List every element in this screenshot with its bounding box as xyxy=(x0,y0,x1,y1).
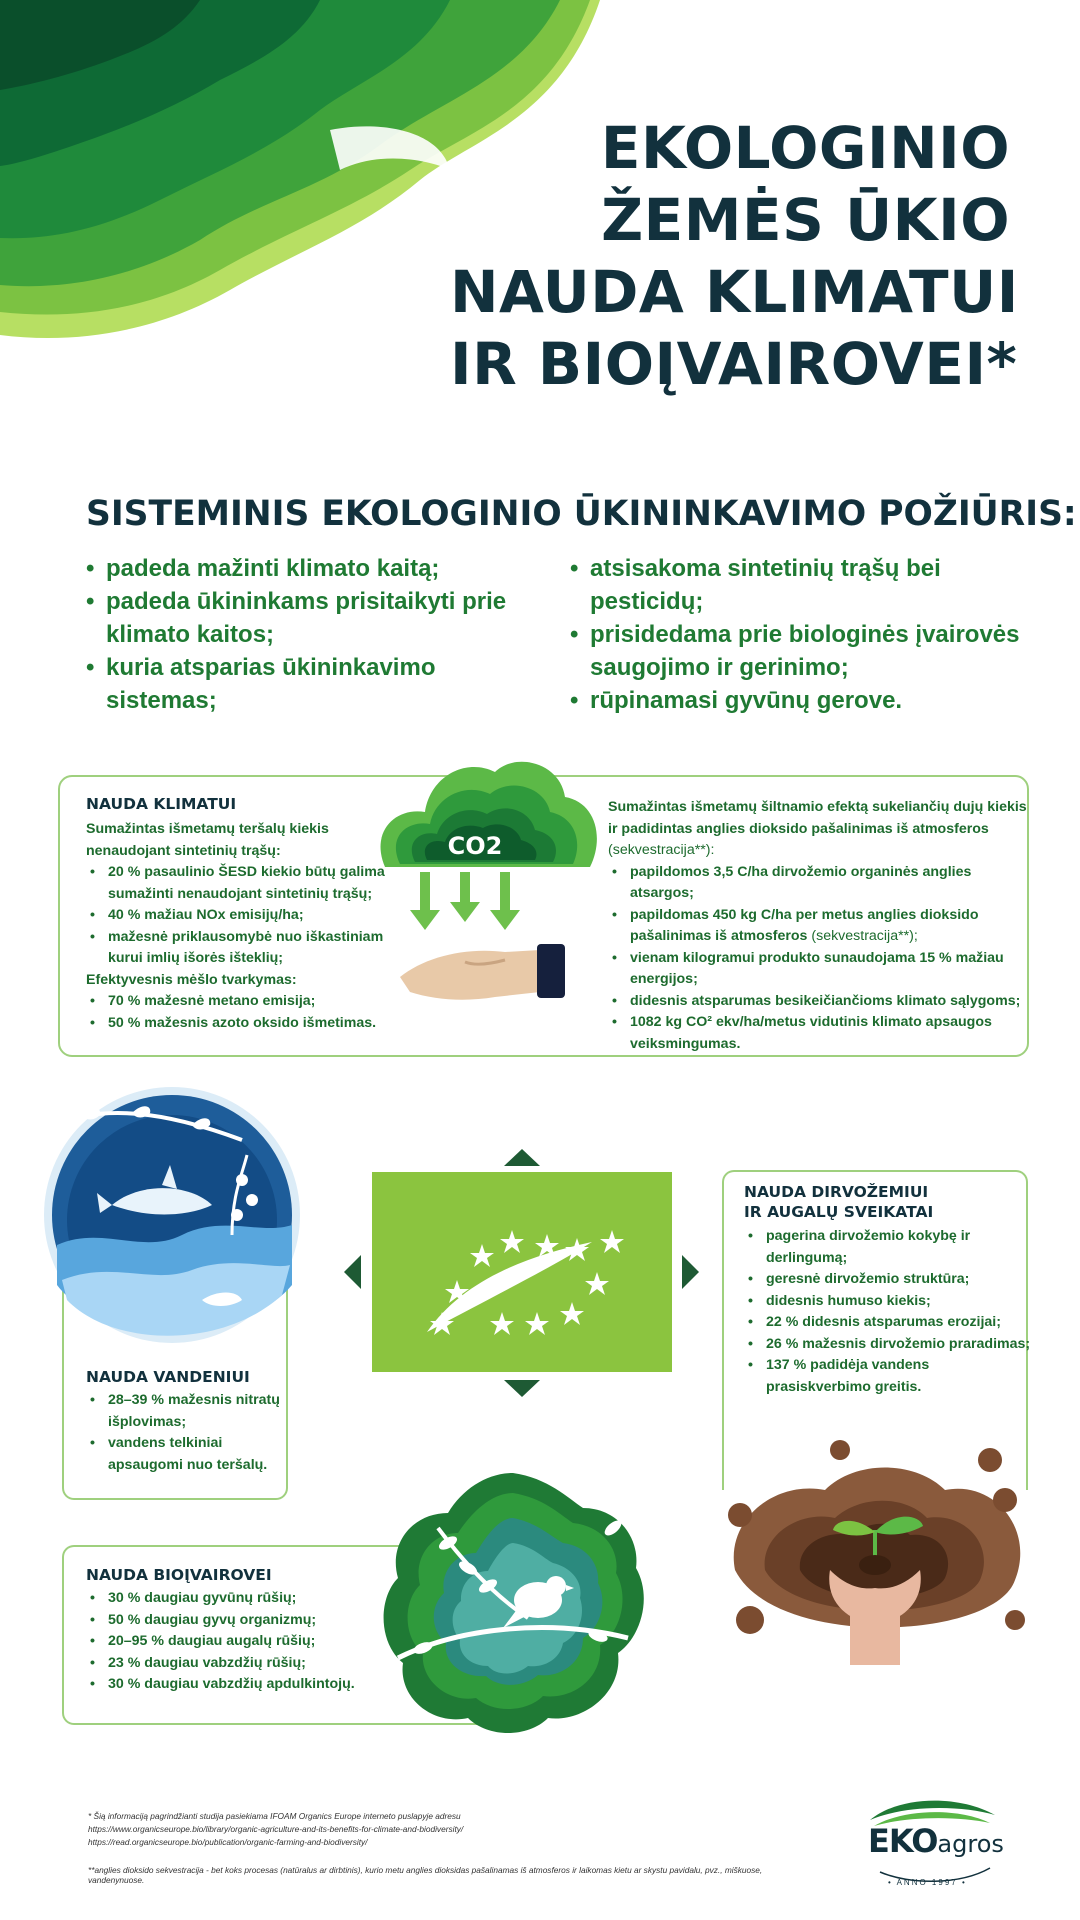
sequestration-note: (sekvestracija**): xyxy=(608,842,715,858)
footnote-link[interactable]: https://www.organicseurope.bio/library/organic-agriculture-and-its-benefits-for-climate-and-biodiversity/ xyxy=(88,1824,464,1834)
climate-title: NAUDA KLIMATUI xyxy=(86,795,237,813)
list-item: • 137 % padidėja vandens prasiskverbimo greitis. xyxy=(744,1355,1034,1398)
eu-organic-leaf-logo xyxy=(372,1172,672,1372)
footnote-sources xyxy=(88,1810,808,1849)
bird-tree-art xyxy=(378,1468,648,1738)
list-item: • pagerina dirvožemio kokybę ir derlingumą; xyxy=(744,1226,1034,1269)
water-title: NAUDA VANDENIUI xyxy=(86,1368,250,1386)
water-text xyxy=(86,1368,286,1476)
list-item: • 70 % mažesnė metano emisija; xyxy=(86,991,386,1013)
approach-list-left xyxy=(86,552,526,717)
list-item: • 22 % didesnis atsparumas erozijai; xyxy=(744,1312,1034,1334)
list-item: • 23 % daugiau vabzdžių rūšių; xyxy=(86,1653,386,1675)
soil-title-line-1: NAUDA DIRVOŽEMIUI xyxy=(744,1183,929,1201)
climate-left-column xyxy=(86,795,386,1034)
ocean-circle-art xyxy=(42,1085,302,1345)
logo-name xyxy=(868,1822,1004,1860)
footnote-sequestration: **anglies dioksido sekvestracija - bet koks procesas (natūralus ar dirbtinis), kurio metu anglies dioksidas pašalinamas iš atmosferos ir laikomas kietu ar skystu pavidalu, pvz., miškuose, vandenynuose. xyxy=(88,1865,763,1885)
title-line-4: IR BIOĮVAIROVEI* xyxy=(450,330,1018,398)
list-item: • prisidedama prie biologinės įvairovės saugojimo ir gerinimo; xyxy=(570,618,1040,684)
list-item: • 40 % mažiau NOx emisijų/ha; xyxy=(86,905,386,927)
co2-cloud-icon xyxy=(365,752,605,1012)
climate-right-column xyxy=(608,797,1028,1055)
logo-name-agros: agros xyxy=(937,1830,1004,1858)
title-line-1: EKOLOGINIO xyxy=(600,114,1010,182)
title-line-3: NAUDA KLIMATUI xyxy=(450,258,1019,326)
logo-name-eko: EKO xyxy=(868,1822,938,1860)
logo-anno: • ANNO 1997 • xyxy=(888,1878,967,1887)
soil-list xyxy=(744,1226,1034,1398)
climate-right-intro-text: Sumažintas išmetamų šiltnamio efektą sukeliančių dujų kiekis ir padidintas anglies dioksido pašalinimas iš atmosferos xyxy=(608,799,1027,837)
list-item-text: papildomas 450 kg C/ha per metus anglies dioksido pašalinimas iš atmosferos xyxy=(630,906,979,944)
list-item: • kuria atsparias ūkininkavimo sistemas; xyxy=(86,651,526,717)
sequestration-note: (sekvestracija**); xyxy=(811,928,918,944)
footnote-link[interactable]: https://read.organicseurope.bio/publication/organic-farming-and-biodiversity/ xyxy=(88,1837,368,1847)
list-item: • vandens telkiniai apsaugomi nuo teršalų. xyxy=(86,1433,286,1476)
list-item: • didesnis atsparumas besikeičiančioms klimato sąlygoms; xyxy=(608,991,1028,1013)
list-item: • 1082 kg CO² ekv/ha/metus vidutinis klimato apsaugos veiksmingumas. xyxy=(608,1012,1028,1055)
list-item: • 20 % pasaulinio ŠESD kiekio būtų galima sumažinti nenaudojant sintetinių trąšų; xyxy=(86,862,386,905)
footnote-line: * Šią informaciją pagrindžianti studija pasiekiama IFOAM Organics Europe interneto puslapyje adresu xyxy=(88,1811,461,1821)
list-item: • 20–95 % daugiau augalų rūšių; xyxy=(86,1631,386,1653)
list-item: • 26 % mažesnis dirvožemio praradimas; xyxy=(744,1334,1034,1356)
soil-text xyxy=(744,1182,1034,1398)
list-item: • 30 % daugiau gyvūnų rūšių; xyxy=(86,1588,386,1610)
climate-right-intro xyxy=(608,797,1028,862)
arrow-left-icon xyxy=(344,1255,361,1289)
list-item: • padeda mažinti klimato kaitą; xyxy=(86,552,526,585)
page-title xyxy=(450,112,1019,400)
approach-list-right xyxy=(570,552,1040,717)
climate-manure: Efektyvesnis mėšlo tvarkymas: xyxy=(86,971,297,988)
list-item: • 50 % daugiau gyvų organizmų; xyxy=(86,1610,386,1632)
list-item: • didesnis humuso kiekis; xyxy=(744,1291,1034,1313)
list-item: • papildomos 3,5 C/ha dirvožemio organinės anglies atsargos; xyxy=(608,862,1028,905)
list-item: • geresnė dirvožemio struktūra; xyxy=(744,1269,1034,1291)
co2-label: CO2 xyxy=(447,832,503,860)
list-item: • vienam kilogramui produkto sunaudojama 15 % mažiau energijos; xyxy=(608,948,1028,991)
list-item: • 50 % mažesnis azoto oksido išmetimas. xyxy=(86,1013,386,1035)
water-list xyxy=(86,1390,286,1476)
list-item: • 28–39 % mažesnis nitratų išplovimas; xyxy=(86,1390,286,1433)
approach-heading: SISTEMINIS EKOLOGINIO ŪKININKAVIMO POŽIŪRIS: xyxy=(86,494,1077,534)
arrow-right-icon xyxy=(682,1255,699,1289)
list-item: • mažesnė priklausomybė nuo iškastiniam kurui imlių išorės išteklių; xyxy=(86,927,386,970)
soil-sprout-art xyxy=(715,1420,1035,1665)
climate-right-list xyxy=(608,862,1028,1056)
soil-title-line-2: IR AUGALŲ SVEIKATAI xyxy=(744,1203,934,1221)
climate-list-2 xyxy=(86,991,386,1034)
list-item: • padeda ūkininkams prisitaikyti prie klimato kaitos; xyxy=(86,585,526,651)
list-item: • 30 % daugiau vabzdžių apdulkintojų. xyxy=(86,1674,386,1696)
list-item: • rūpinamasi gyvūnų gerove. xyxy=(570,684,1040,717)
list-item: • atsisakoma sintetinių trąšų bei pesticidų; xyxy=(570,552,1040,618)
arrow-down-icon xyxy=(504,1380,540,1397)
bio-list xyxy=(86,1588,386,1696)
hand-icon xyxy=(400,944,565,1000)
climate-list-1 xyxy=(86,862,386,970)
bio-title: NAUDA BIOĮVAIROVEI xyxy=(86,1566,272,1584)
arrow-up-icon xyxy=(504,1149,540,1166)
list-item xyxy=(608,905,1028,948)
climate-intro: Sumažintas išmetamų teršalų kiekis nenaudojant sintetinių trąšų: xyxy=(86,821,329,859)
title-line-2: ŽEMĖS ŪKIO xyxy=(601,186,1010,254)
bio-text xyxy=(86,1566,386,1696)
soil-title xyxy=(744,1182,1034,1222)
